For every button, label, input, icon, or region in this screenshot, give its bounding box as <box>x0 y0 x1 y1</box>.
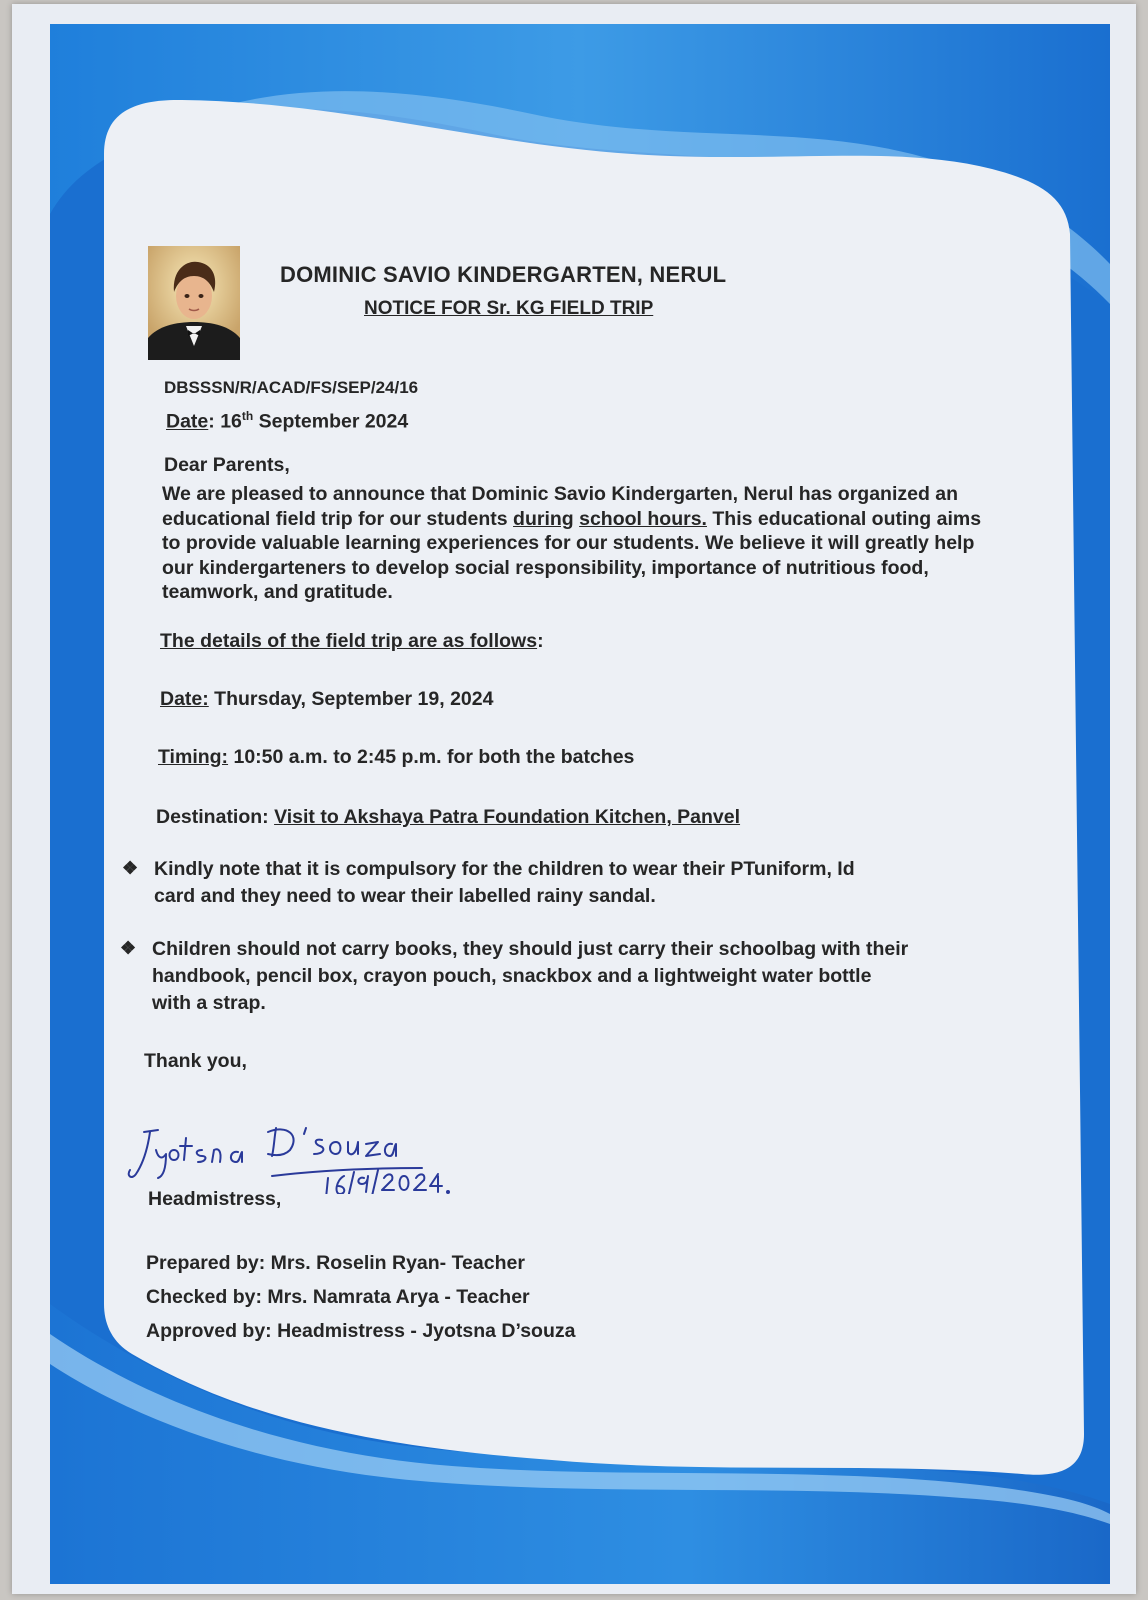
notice-sheet <box>12 4 1136 1594</box>
date-sup: th <box>241 409 254 423</box>
handwritten-signature <box>122 1114 482 1194</box>
details-heading <box>160 630 544 653</box>
trip-date <box>160 688 493 711</box>
approved-by: Approved by: Headmistress - Jyotsna D’souza <box>146 1320 576 1342</box>
bullet-line: Kindly note that it is compulsory for the children to wear their PTuniform, Id <box>154 858 855 880</box>
trip-date-label: Date: <box>160 688 209 710</box>
date-rest: September 2024 <box>253 410 409 433</box>
signatory-title: Headmistress, <box>148 1188 282 1210</box>
details-heading-text: The details of the field trip are as follows <box>160 630 538 652</box>
body-underlined-1: during <box>513 507 574 530</box>
bullet-line: card and they need to wear their labelled rainy sandal. <box>154 885 656 907</box>
destination-label: Destination: <box>156 806 275 828</box>
bullet-diamond-icon: ❖ <box>122 858 139 878</box>
details-heading-suffix: : <box>537 630 544 652</box>
notice-date <box>166 409 408 434</box>
destination-value: Visit to Akshaya Patra Foundation Kitchen, Panvel <box>274 806 741 828</box>
prepared-by: Prepared by: Mrs. Roselin Ryan- Teacher <box>146 1252 525 1274</box>
timing <box>158 746 634 769</box>
notice-content <box>12 4 1136 1594</box>
salutation: Dear Parents, <box>164 454 290 476</box>
bullet-item <box>152 936 908 1017</box>
destination <box>156 806 740 829</box>
school-name: DOMINIC SAVIO KINDERGARTEN, NERUL <box>280 262 727 287</box>
timing-label: Timing: <box>158 746 229 768</box>
bullet-line: with a strap. <box>152 992 266 1014</box>
body-text-2: This educational outing aims to provide valuable learning experiences for our students. We believe it will greatly help our kindergarteners to develop social responsibility, importance of nutritious food, teamwork, and gratitude. <box>162 507 982 603</box>
bullet-line: Children should not carry books, they should just carry their schoolbag with their <box>152 938 909 960</box>
portrait-image <box>148 246 240 360</box>
bullet-item <box>154 856 855 910</box>
notice-title: NOTICE FOR Sr. KG FIELD TRIP <box>364 298 654 319</box>
checked-by: Checked by: Mrs. Namrata Arya - Teacher <box>146 1286 530 1308</box>
date-day: : 16 <box>208 410 242 433</box>
bullet-line: handbook, pencil box, crayon pouch, snackbox and a lightweight water bottle <box>152 965 872 987</box>
date-label: Date <box>166 410 209 433</box>
body-text-1: We are pleased to announce that Dominic Savio Kindergarten, Nerul has organized an educational field trip for our students <box>162 483 959 530</box>
trip-date-value: Thursday, September 19, 2024 <box>208 688 494 710</box>
reference-number: DBSSSN/R/ACAD/FS/SEP/24/16 <box>164 378 419 397</box>
bullet-diamond-icon: ❖ <box>120 938 137 958</box>
closing: Thank you, <box>144 1050 247 1072</box>
timing-value: 10:50 a.m. to 2:45 p.m. for both the batches <box>228 746 635 768</box>
body-paragraph <box>162 482 992 605</box>
body-underlined-2: school hours. <box>579 507 707 530</box>
